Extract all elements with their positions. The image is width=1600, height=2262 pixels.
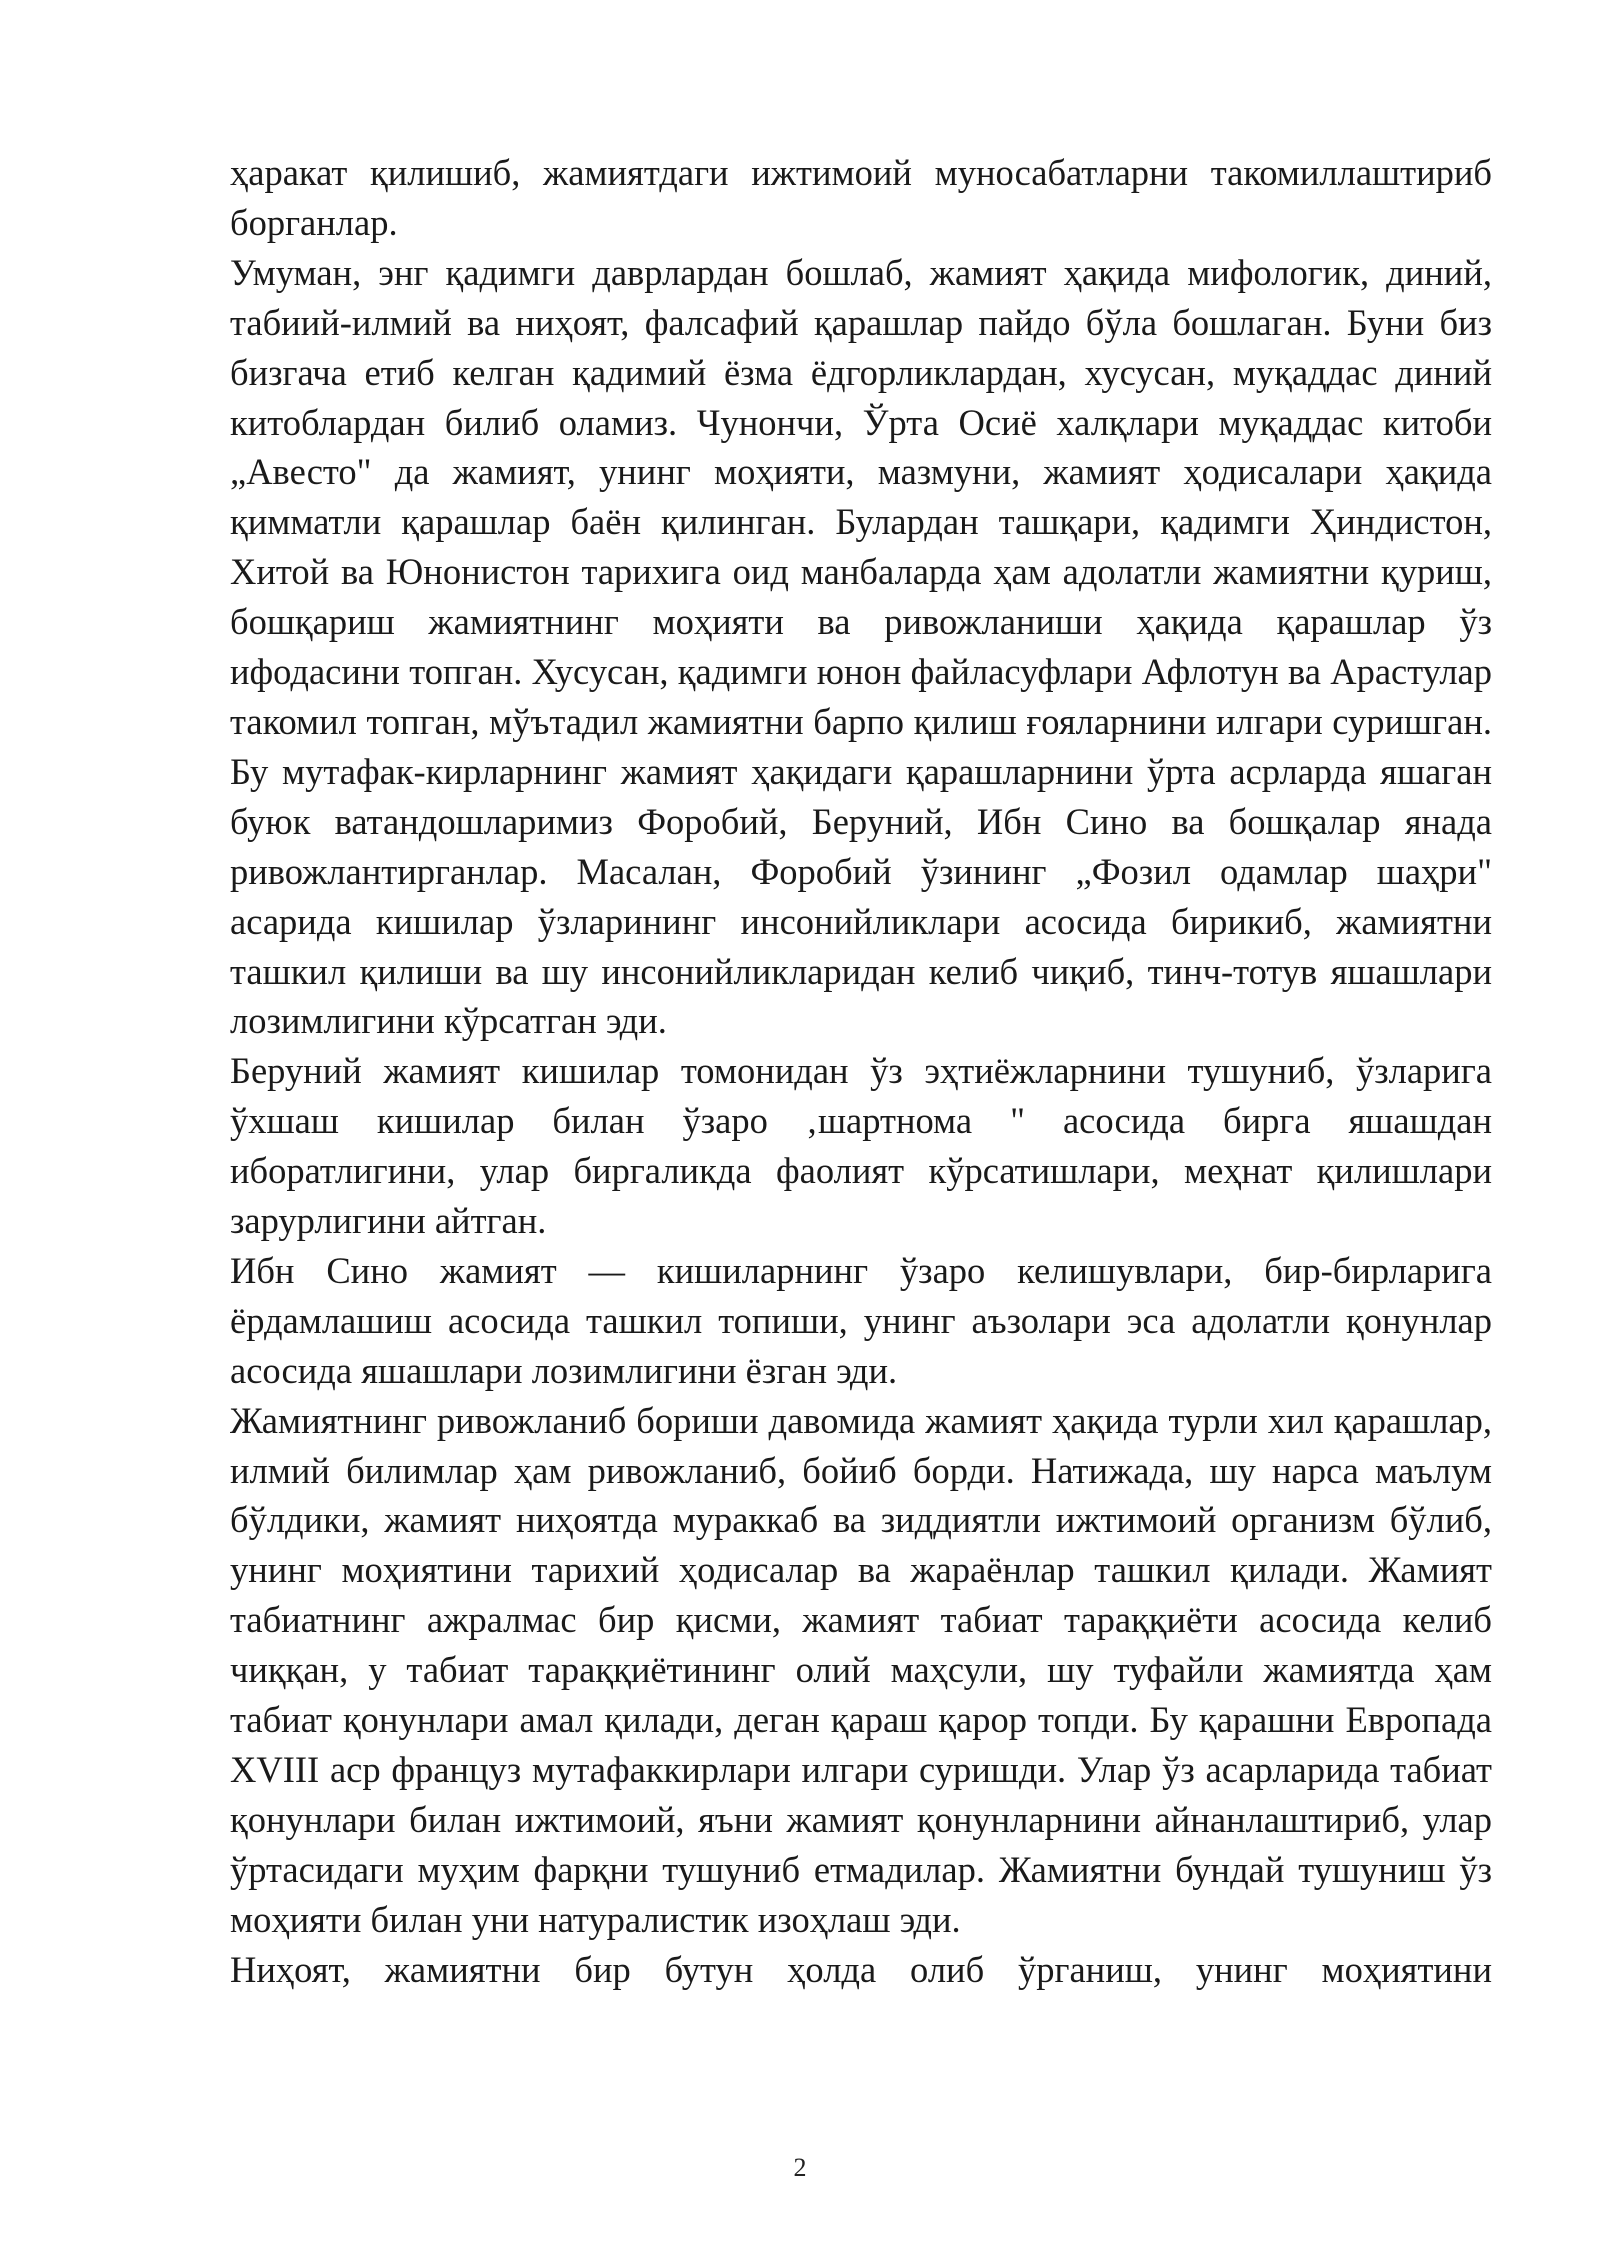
paragraph-4: Ибн Сино жамият — кишиларнинг ўзаро келишувлари, бир-бирларига ёрдамлашиш асосида ташкил топиши, унинг аъзолари эса адолатли қонунлар асосида яшашлари лозимлигини ёзган эди.: [230, 1249, 1492, 1391]
paragraph-5: Жамиятнинг ривожланиб бориши давомида жамият ҳақида турли хил қарашлар, илмий билимлар ҳам ривожланиб, бойиб борди. Натижада, шу нарса маълум бўлдики, жамият ниҳоятда мураккаб ва зиддиятли ижтимоий организм бўлиб, унинг моҳиятини тарихий ҳодисалар ва жараёнлар ташкил қилади. Жамият табиатнинг ажралмас бир қисми, жамият табиат тараққиёти асосида келиб чиққан, у табиат тараққиётининг олий маҳсули, шу туфайли жамиятда ҳам табиат қонунлари амал қилади, деган қараш қарор топди. Бу қарашни Европада XVIII аср француз мутафаккирлари илгари суришди. Улар ўз асарларида табиат қонунлари билан ижтимоий, яъни жамият қонунларнини айнанлаштириб, улар ўртасидаги муҳим фарқни тушуниб етмадилар. Жамиятни бундай тушуниш ўз моҳияти билан уни натуралистик изоҳлаш эди.: [230, 1399, 1492, 1940]
paragraph-6: Ниҳоят, жамиятни бир бутун ҳолда олиб ўрганиш, унинг моҳиятини: [230, 1948, 1492, 1990]
page-number: 2: [793, 2153, 807, 2182]
paragraph-2: Умуман, энг қадимги даврлардан бошлаб, жамият ҳақида мифологик, диний, табиий-илмий ва ниҳоят, фалсафий қарашлар пайдо бўла бошлаган. Буни биз бизгача етиб келган қадимий ёзма ёдгорликлардан, хусусан, муқаддас диний китоблардан билиб оламиз. Чунончи, Ўрта Осиё халқлари муқаддас китоби „Авесто" да жамият, унинг моҳияти, мазмуни, жамият ҳодисалари ҳақида қимматли қарашлар баён қилинган. Булардан ташқари, қадимги Ҳиндистон, Хитой ва Юнонистон тарихига оид манбаларда ҳам адолатли жамиятни қуриш, бошқариш жамиятнинг моҳияти ва ривожланиши ҳақида қарашлар ўз ифодасини топган. Хусусан, қадимги юнон файласуфлари Афлотун ва Арастулар такомил топган, мўътадил жамиятни барпо қилиш ғояларнини илгари суришган. Бу мутафак-кирларнинг жамият ҳақидаги қарашларнини ўрта асрларда яшаган буюк ватандошларимиз Форобий, Беруний, Ибн Сино ва бошқалар янада ривожлантирганлар. Масалан, Форобий ўзининг „Фозил одамлар шаҳри" асарида кишилар ўзларининг инсонийликлари асосида бирикиб, жамиятни ташкил қилиши ва шу инсонийликларидан келиб чиқиб, тинч-тотув яшашлари лозимлигини кўрсатган эди.: [230, 251, 1492, 1042]
paragraph-3: Беруний жамият кишилар томонидан ўз эҳтиёжларнини тушуниб, ўзларига ўхшаш кишилар билан ўзаро ‚шартнома " асосида бирга яшашдан иборатлигини, улар биргаликда фаолият кўрсатишлари, меҳнат қилишлари зарурлигини айтган.: [230, 1050, 1492, 1242]
paragraph-1: ҳаракат қилишиб, жамиятдаги ижтимоий муносабатларни такомиллаштириб борганлар.: [230, 152, 1492, 243]
page-body: [230, 148, 1492, 1995]
